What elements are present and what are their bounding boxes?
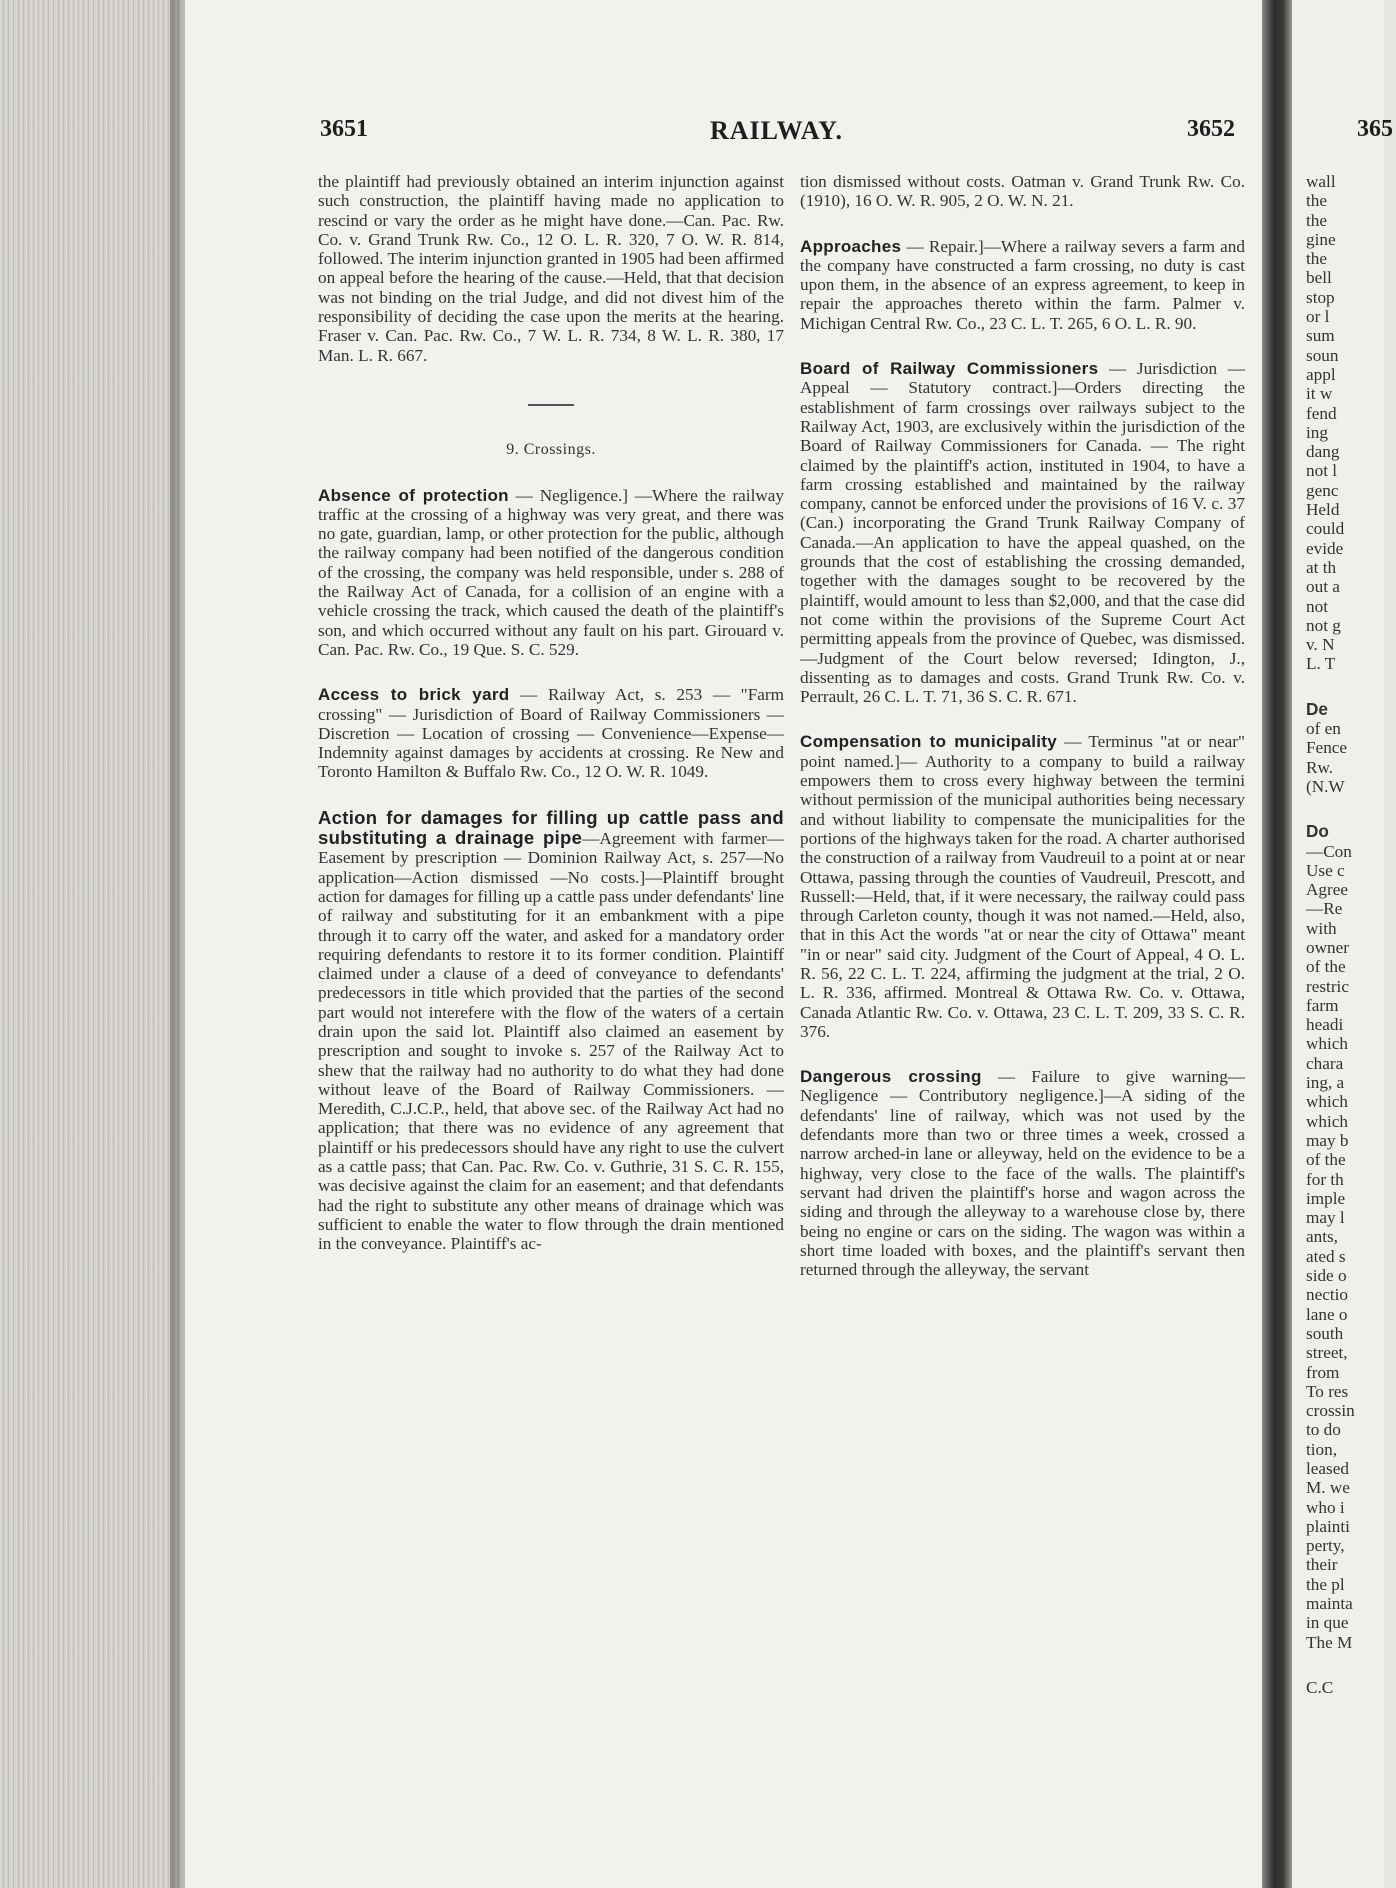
section-heading: 9. Crossings. [506, 441, 596, 459]
facing-page-line-fragment: C.C [1306, 1677, 1334, 1697]
facing-page-line-fragment: gine [1306, 229, 1336, 249]
facing-page-line-fragment: not l [1306, 461, 1338, 481]
entry-heading: Board of Railway Commissioners [800, 359, 1099, 379]
digest-entry [800, 359, 1245, 706]
facing-page-line-fragment: Fence [1306, 738, 1348, 758]
facing-page-line-fragment: nectio [1306, 1285, 1348, 1305]
divider-rule [528, 404, 574, 406]
section-divider [318, 391, 784, 410]
facing-page-line-fragment: restric [1306, 976, 1349, 996]
facing-page-line-fragment: may b [1306, 1130, 1349, 1150]
entry-body: —Agreement with farmer—Easement by prescription — Dominion Railway Act, s. 257—No application—Action dismissed —No costs.]—Plaintiff brought action for damages for filling up a cattle pass under defendants' line of railway and substituting for it an embankment with a pipe through it to carry off the water, and asked for a mandatory order requiring defendants to restore it to its former condition. Plaintiff claimed under a clause of a deed of conveyance to defendants' predecessors in title which provided that the parties of the second part would not interefere with the flow of the waters of a certain drain upon the said lot. Plaintiff also claimed an easement by prescription and sought to invoke s. 257 of the Railway Act to shew that the railway had no authority to do what they had done without leave of the Board of Railway Commissioners. — Meredith, C.J.C.P., held, that above sec. of the Railway Act had no application; that there was no evidence of any agreement that plaintiff or his predecessors should have any right to use the culvert as a cattle pass; that Can. Pac. Rw. Co. v. Guthrie, 31 S. C. R. 155, was decisive against the claim for an easement; and that defendants had the right to substitute any other means of drainage which was sufficient to enable the water to flow through the drain mentioned in the conveyance. Plaintiff's ac- [318, 829, 784, 1254]
facing-page-line-fragment: Held [1306, 500, 1340, 520]
facing-page-line-fragment: perty, [1306, 1536, 1345, 1556]
facing-page-line-fragment: who i [1306, 1497, 1345, 1517]
entry-heading: Action for damages for filling up cattle pass and substituting a drainage pipe [318, 806, 784, 849]
facing-page-line-fragment: for th [1306, 1169, 1344, 1189]
entry-heading: Compensation to municipality [800, 732, 1057, 752]
digest-entry [318, 808, 784, 1254]
entry-body: — Repair.]—Where a railway severs a farm and the company have constructed a farm crossing, no duty is cast upon them, in the absence of an express agreement, to keep in repair the approaches thereto within the farm. Palmer v. Michigan Central Rw. Co., 23 C. L. T. 265, 6 O. L. R. 90. [800, 236, 1245, 333]
entry-heading: Approaches [800, 236, 902, 256]
facing-page-line-fragment: of the [1306, 1150, 1346, 1170]
facing-page-line-fragment: M. we [1306, 1478, 1350, 1498]
facing-page-line-fragment: imple [1306, 1188, 1346, 1208]
facing-page-line-fragment: ing, a [1306, 1073, 1345, 1093]
facing-page-line-fragment: which [1306, 1092, 1349, 1112]
facing-page-line-fragment: mainta [1306, 1594, 1353, 1614]
facing-page-line-fragment: To res [1306, 1381, 1349, 1401]
facing-page-line-fragment: to do [1306, 1420, 1341, 1440]
facing-page-line-fragment: not g [1306, 615, 1341, 635]
digest-entry [318, 685, 784, 781]
facing-page-line-fragment: or l [1306, 307, 1330, 327]
facing-page-line-fragment: stop [1306, 287, 1335, 307]
facing-page-line-fragment: Agree [1306, 880, 1348, 900]
entry-body: — Railway Act, s. 253 — "Farm crossing" — Jurisdiction of Board of Railway Commissioners —Discretion — Location of crossing — Convenience—Expense—Indemnity against damages by accidents at crossing. Re New and Toronto Hamilton & Buffalo Rw. Co., 12 O. W. R. 1049. [318, 685, 784, 782]
continuation-paragraph: tion dismissed without costs. Oatman v. Grand Trunk Rw. Co. (1910), 16 O. W. R. 905, 2 O. W. N. 21. [800, 172, 1245, 211]
facing-page-line-fragment: with [1306, 918, 1337, 938]
facing-page-line-fragment: Rw. [1306, 757, 1334, 777]
facing-page-line-fragment: the [1306, 210, 1327, 230]
continuation-paragraph: the plaintiff had previously obtained an interim injunction against such construction, the plaintiff having made no application to rescind or vary the order as he might have done.—Can. Pac. Rw. Co. v. Grand Trunk Rw. Co., 12 O. L. R. 320, 7 O. W. R. 814, followed. The interim injunction granted in 1905 had been affirmed on appeal before the hearing of the cause.—Held, that that decision was not binding on the trial Judge, and did not divest him of the responsibility of deciding the case upon the merits at the hearing. Fraser v. Can. Pac. Rw. Co., 7 W. L. R. 734, 8 W. L. R. 380, 17 Man. L. R. 667. [318, 172, 784, 365]
right-column [800, 172, 1245, 1279]
digest-entry [800, 732, 1245, 1041]
facing-page-line-fragment: of the [1306, 957, 1346, 977]
left-page-number: 3651 [320, 116, 368, 142]
facing-page-line-fragment: which [1306, 1034, 1349, 1054]
digest-entry [800, 237, 1245, 333]
fragment-gap [1306, 674, 1396, 700]
facing-page-line-fragment: bell [1306, 268, 1332, 288]
entry-body: — Negligence.] —Where the railway traffic at the crossing of a highway was very great, and there was no gate, guardian, lamp, or other protection for the public, although the railway company had been notified of the dangerous condition of the crossing, the company was held responsible, under s. 288 of the Railway Act of Canada, for a collision of an engine with a vehicle crossing the track, which caused the death of the plaintiff's son, and which occurred without any fault on his part. Girouard v. Can. Pac. Rw. Co., 19 Que. S. C. 529. [318, 485, 784, 659]
facing-page-line-fragment: crossin [1306, 1401, 1355, 1421]
facing-page-line-fragment: genc [1306, 480, 1339, 500]
facing-page-line-fragment: fend [1306, 403, 1337, 423]
digest-entry [318, 486, 784, 660]
running-title: RAILWAY. [710, 116, 844, 145]
entry-heading: Access to brick yard [318, 685, 510, 705]
facing-page-line-fragment: owner [1306, 937, 1349, 957]
facing-page-line-fragment: plainti [1306, 1516, 1350, 1536]
facing-page-line-fragment: De [1306, 698, 1328, 719]
facing-page-line-fragment: the [1306, 191, 1327, 211]
facing-page-line-fragment: street, [1306, 1343, 1348, 1363]
facing-page-line-fragment: soun [1306, 345, 1339, 365]
facing-page-line-fragment: ated s [1306, 1246, 1346, 1266]
facing-page-line-fragment: of en [1306, 719, 1341, 739]
facing-page-line-fragment: could [1306, 519, 1345, 539]
facing-page-line-fragment: (N.W [1306, 776, 1345, 796]
facing-page-line-fragment: out a [1306, 577, 1340, 597]
facing-page-line-fragment: not [1306, 596, 1328, 616]
facing-page-line-fragment: it w [1306, 384, 1333, 404]
facing-page-line-fragment: the pl [1306, 1574, 1345, 1594]
facing-page-line-fragment: south [1306, 1323, 1344, 1343]
facing-page-line-fragment: dang [1306, 442, 1340, 462]
fragment-gap [1306, 1652, 1396, 1678]
facing-page-line-fragment: sum [1306, 326, 1335, 346]
facing-page-line-fragment: in que [1306, 1613, 1349, 1633]
facing-page-line-fragment: —Re [1306, 899, 1343, 919]
book-gutter [1262, 0, 1292, 1888]
facing-page-line-fragment: from [1306, 1362, 1340, 1382]
entry-body: — Failure to give warning—Negligence — Contributory negligence.]—A siding of the defendants' line of railway, which was not used by the defendants more than two or three times a week, crossed a narrow arched-in lane or alleyway, held on the evidence to be a highway, very close to the face of the walls. The plaintiff's servant had driven the plaintiff's horse and wagon across the siding and through the alleyway to a warehouse close by, there being no engine or cars on the siding. The wagon was within a short time loaded with boxes, and the plaintiff's servant then returned through the alleyway, the servant [800, 1067, 1245, 1280]
facing-page-line-fragment: side o [1306, 1266, 1347, 1286]
facing-page-text-fragments [1306, 172, 1396, 1697]
next-page-number: 365 [1357, 116, 1393, 142]
facing-page-line-fragment: L. T [1306, 654, 1336, 674]
facing-page-line-fragment: may l [1306, 1208, 1345, 1228]
facing-page-line-fragment: The M [1306, 1632, 1353, 1652]
left-column [318, 172, 784, 1254]
entry-heading: Dangerous crossing [800, 1067, 982, 1087]
entry-heading: Absence of protection [318, 485, 509, 505]
facing-page-line-fragment: leased [1306, 1459, 1349, 1478]
digest-entry [800, 1067, 1245, 1279]
right-page-number: 3652 [1187, 116, 1235, 142]
facing-page-line-fragment: v. N [1306, 635, 1335, 655]
facing-page-line-fragment: appl [1306, 364, 1336, 384]
book-page-edges [0, 0, 180, 1888]
facing-page-line-fragment: wall [1306, 172, 1336, 191]
facing-page-line-fragment: at th [1306, 557, 1337, 577]
facing-page-line-fragment: Use c [1306, 860, 1345, 880]
facing-page-line-fragment: evide [1306, 538, 1344, 558]
facing-page-line-fragment: chara [1306, 1053, 1344, 1073]
facing-page-line-fragment: —Con [1306, 841, 1352, 861]
facing-page-line-fragment: Do [1306, 821, 1329, 842]
facing-page-line-fragment: farm [1306, 995, 1339, 1015]
facing-page-line-fragment: ants, [1306, 1227, 1338, 1247]
facing-page-line-fragment: ing [1306, 422, 1328, 442]
facing-page-line-fragment: their [1306, 1555, 1338, 1575]
entry-body: — Jurisdiction — Appeal — Statutory contract.]—Orders directing the establishment of farm crossings over railways subject to the Railway Act, 1903, are exclusively within the jurisdiction of the Board of Railway Commissioners for Canada. — The right claimed by the plaintiff's action, instituted in 1904, to have a farm crossing established and maintained by the railway company, cannot be enforced under the provisions of 16 V. c. 37 (Can.) incorporating the Grand Trunk Railway Company of Canada.—An application to have the appeal quashed, on the grounds that the cost of establishing the crossing demanded, together with the damages sought to be recovered by the plaintiff, would amount to less than $2,000, and that the case did not come within the provisions of the Supreme Court Act permitting appeals from the province of Quebec, was dismissed. —Judgment of the Court below reversed; Idington, J., dissenting as to damages and costs. Grand Trunk Rw. Co. v. Perrault, 26 C. L. T. 71, 36 S. C. R. 671. [800, 359, 1245, 707]
facing-page-line-fragment: which [1306, 1111, 1349, 1131]
facing-page-line-fragment: headi [1306, 1015, 1344, 1035]
facing-page-line-fragment: lane o [1306, 1304, 1348, 1324]
entry-body: — Terminus "at or near" point named.]— Authority to a company to build a railway empowers them to cross every highway between the termini without permission of the municipal authorities being necessary and without liability to compensate the municipalities for the portions of the highways taken for the road. A charter authorised the construction of a railway from Vaudreuil to a point at or near Ottawa, passing through the counties of Vaudreuil, Prescott, and Russell:—Held, that, if it were necessary, the railway could pass through Carleton county, though it was not named.—Held, also, that in this Act the words "at or near the city of Ottawa" meant "in or near" said city. Judgment of the Court of Appeal, 4 O. L. R. 56, 22 C. L. T. 224, affirming the judgment at the trial, 2 O. L. R. 336, affirmed. Montreal & Ottawa Rw. Co. v. Ottawa, Canada Atlantic Rw. Co. v. Ottawa, 23 C. L. T. 209, 33 S. C. R. 376. [800, 732, 1246, 1041]
facing-page-line-fragment: the [1306, 249, 1327, 269]
facing-page-line-fragment: tion, [1306, 1439, 1338, 1459]
fragment-gap [1306, 796, 1396, 822]
